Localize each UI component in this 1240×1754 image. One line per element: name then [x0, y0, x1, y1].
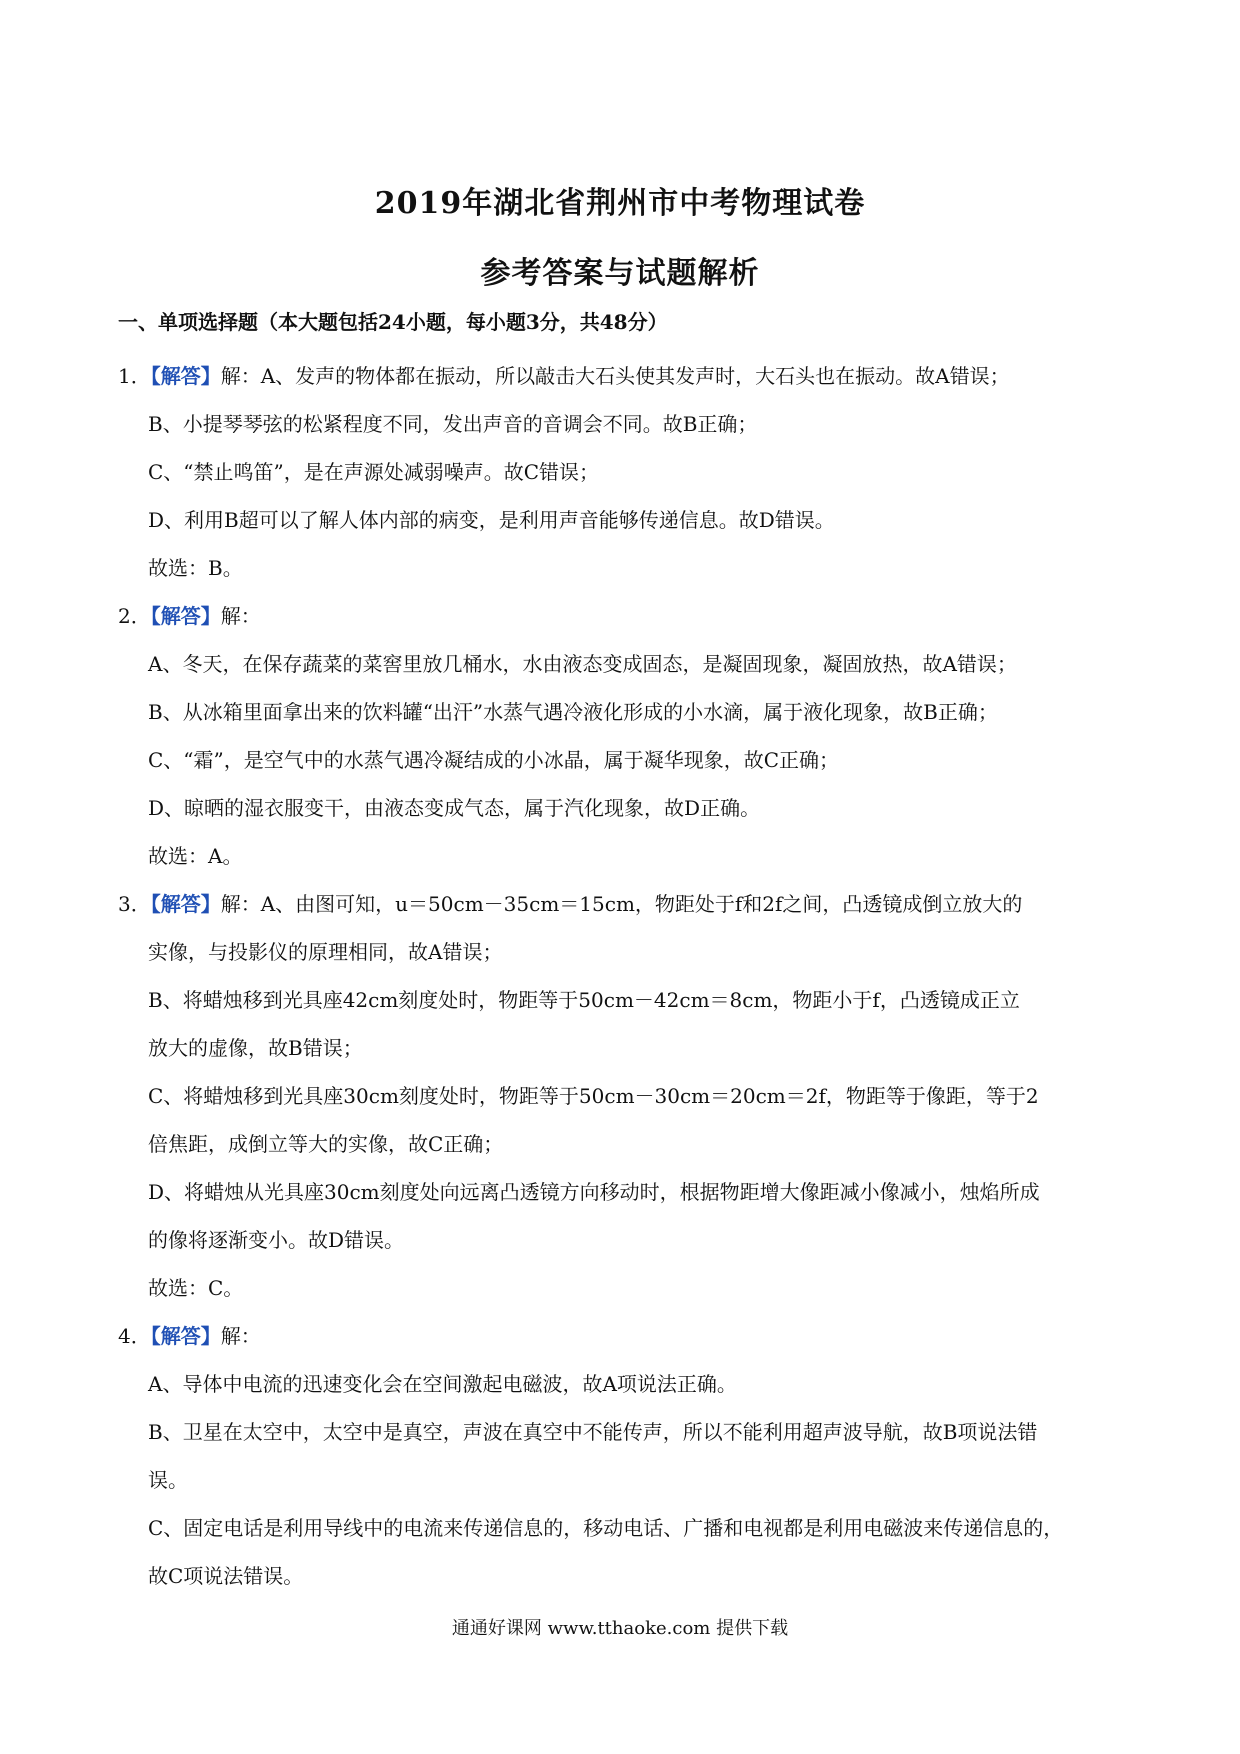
q1-option-a: 解：A、发声的物体都在振动，所以敲击大石头使其发声时，大石头也在振动。故A错误； — [220, 364, 1010, 388]
q1-number: 1． — [118, 364, 151, 388]
q3-option-c-cont: 倍焦距，成倒立等大的实像，故C正确； — [148, 1132, 504, 1156]
q1-option-c: C、“禁止鸣笛”，是在声源处减弱噪声。故C错误； — [148, 460, 600, 484]
q4-intro: 解： — [220, 1324, 261, 1348]
q3-option-b: B、将蜡烛移到光具座42cm刻度处时，物距等于50cm－42cm＝8cm，物距小于f，凸透镜成正立 — [148, 988, 1020, 1012]
q4-option-c: C、固定电话是利用导线中的电流来传递信息的，移动电话、广播和电视都是利用电磁波来传递信息的， — [148, 1516, 1064, 1540]
page-title: 2019年湖北省荆州市中考物理试卷 — [374, 186, 866, 221]
q3-option-c: C、将蜡烛移到光具座30cm刻度处时，物距等于50cm－30cm＝20cm＝2f，物距等于像距，等于2 — [148, 1084, 1039, 1108]
q2-number: 2． — [118, 604, 151, 628]
answer-label: 【解答】 — [150, 892, 221, 916]
q3-option-a: 解：A、由图可知，u＝50cm－35cm＝15cm，物距处于f和2f之间，凸透镜成倒立放大的 — [220, 892, 1023, 916]
q2-option-b: B、从冰箱里面拿出来的饮料罐“出汗”水蒸气遇冷液化形成的小水滴，属于液化现象，故B正确； — [148, 700, 998, 724]
q1-option-b: B、小提琴琴弦的松紧程度不同，发出声音的音调会不同。故B正确； — [148, 412, 758, 436]
q2-option-d: D、晾晒的湿衣服变干，由液态变成气态，属于汽化现象，故D正确。 — [148, 796, 761, 820]
page-footer: 通通好课网 www.tthaoke.com 提供下载 — [451, 1618, 789, 1639]
q2-option-a: A、冬天，在保存蔬菜的菜窖里放几桶水，水由液态变成固态，是凝固现象，凝固放热，故A错误； — [148, 652, 1017, 676]
q4-option-b: B、卫星在太空中，太空中是真空，声波在真空中不能传声，所以不能利用超声波导航，故B项说法错 — [148, 1420, 1038, 1444]
q1-line-1 — [118, 352, 1130, 400]
q2-option-c: C、“霜”，是空气中的水蒸气遇冷凝结成的小冰晶，属于凝华现象，故C正确； — [148, 748, 840, 772]
q1-choice: 故选：B。 — [148, 556, 243, 580]
q4-line-1 — [118, 1312, 1130, 1360]
q1-option-d: D、利用B超可以了解人体内部的病变，是利用声音能够传递信息。故D错误。 — [148, 508, 835, 532]
answer-label: 【解答】 — [150, 364, 221, 388]
section-heading: 一、单项选择题（本大题包括24小题，每小题3分，共48分） — [118, 310, 668, 334]
q2-line-1 — [118, 592, 1130, 640]
q3-choice: 故选：C。 — [148, 1276, 244, 1300]
page-subtitle: 参考答案与试题解析 — [480, 256, 760, 291]
q4-option-c-cont: 故C项说法错误。 — [148, 1564, 304, 1588]
q3-option-a-cont: 实像，与投影仪的原理相同，故A错误； — [148, 940, 503, 964]
q3-option-d-cont: 的像将逐渐变小。故D错误。 — [148, 1228, 405, 1252]
q2-choice: 故选：A。 — [148, 844, 243, 868]
q3-line-1 — [118, 880, 1130, 928]
answer-label: 【解答】 — [150, 1324, 221, 1348]
q2-intro: 解： — [220, 604, 261, 628]
q4-number: 4． — [118, 1324, 151, 1348]
q4-option-b-cont: 误。 — [148, 1468, 188, 1492]
q4-option-a: A、导体中电流的迅速变化会在空间激起电磁波，故A项说法正确。 — [148, 1372, 737, 1396]
q3-number: 3． — [118, 892, 151, 916]
answer-content — [118, 352, 1130, 1600]
q3-option-b-cont: 放大的虚像，故B错误； — [148, 1036, 363, 1060]
q3-option-d: D、将蜡烛从光具座30cm刻度处向远离凸透镜方向移动时，根据物距增大像距减小像减小，烛焰所成 — [148, 1180, 1040, 1204]
answer-label: 【解答】 — [150, 604, 221, 628]
